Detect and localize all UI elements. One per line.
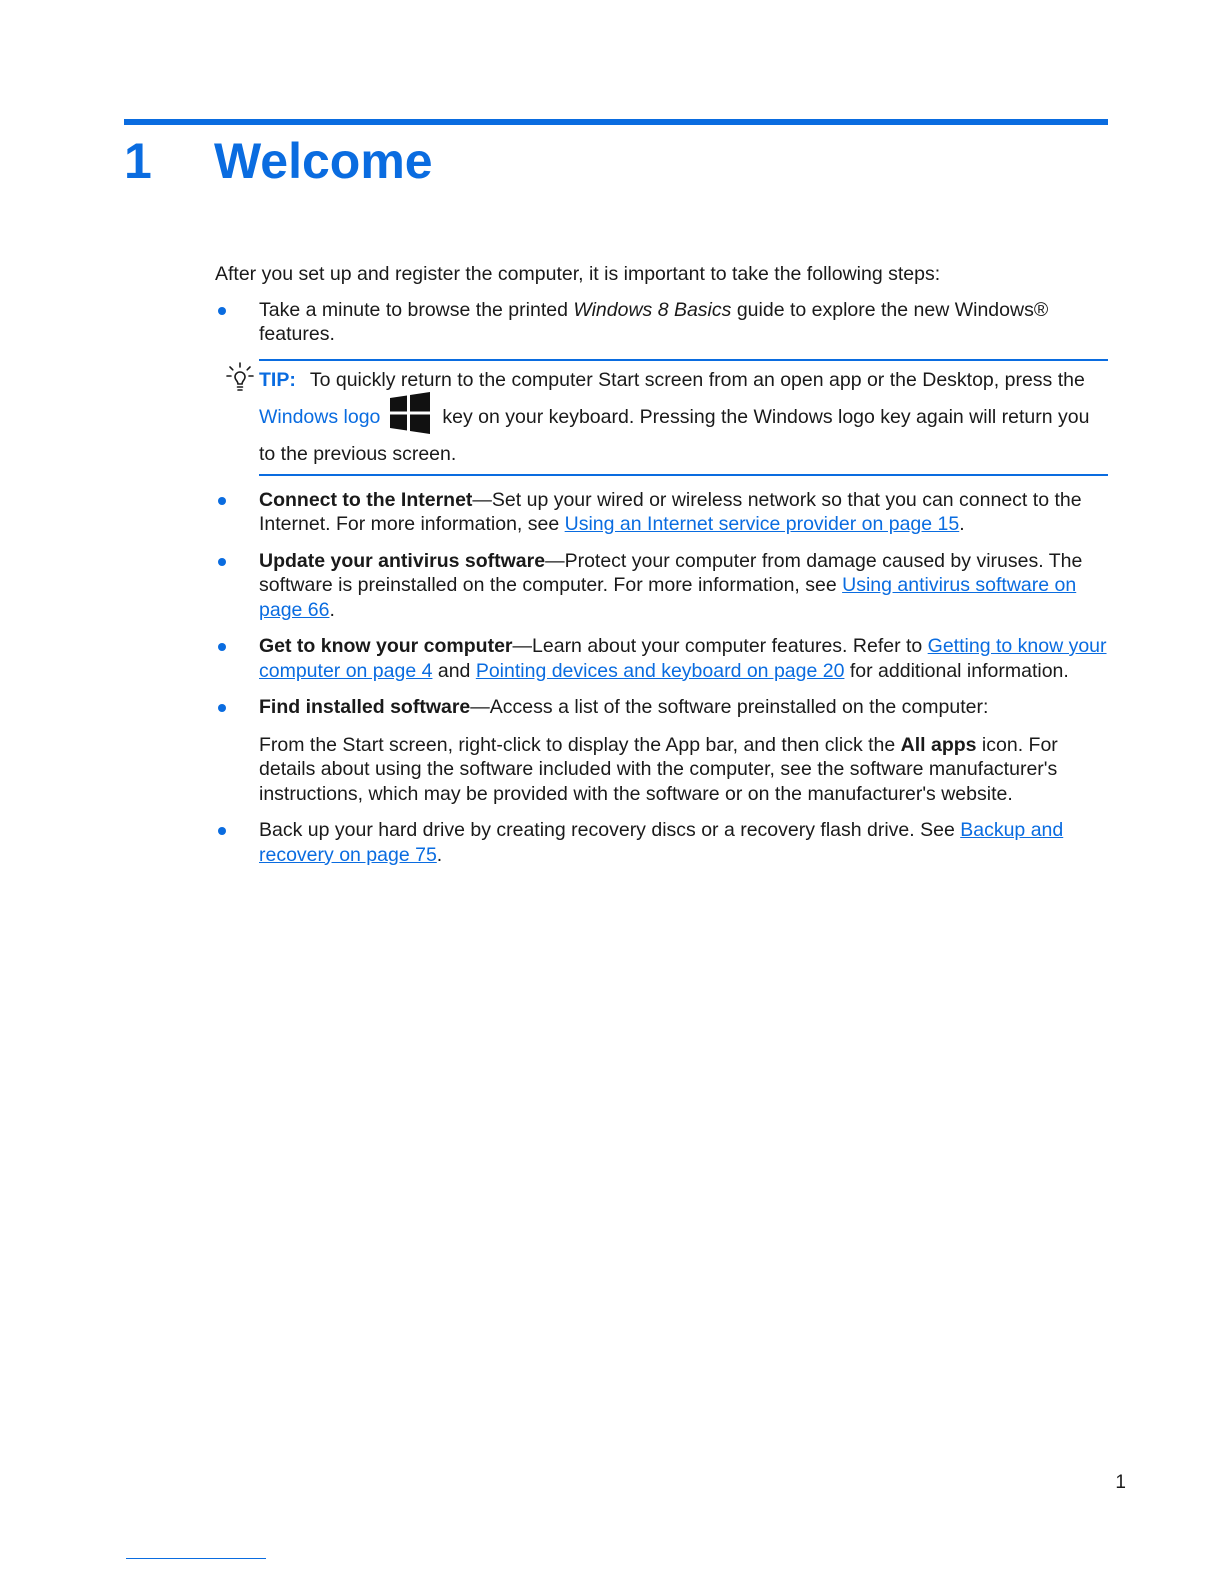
windows-logo-icon [388, 391, 432, 435]
bullet-dot [218, 704, 226, 712]
know-mid: and [432, 659, 476, 682]
connect-end: . [959, 513, 965, 535]
chapter-title: Welcome [214, 133, 433, 189]
browse-text-post: guide to explore the new Windows® features. [259, 298, 1049, 345]
tip-box [259, 359, 1108, 476]
item-paragraph [259, 818, 1108, 867]
term-find-software: Find installed software [259, 696, 471, 718]
windows-logo-link[interactable]: Windows logo [259, 405, 381, 428]
item-text [259, 695, 1108, 806]
software-detail-pre: From the Start screen, right-click to display the App bar, and then click the [259, 733, 901, 756]
list-item-connect-internet [215, 488, 1108, 537]
list-item-backup [215, 818, 1108, 867]
know-text: Learn about your computer features. Refer to [532, 635, 928, 657]
software-detail-paragraph [259, 733, 1108, 807]
tip-label: TIP: [259, 368, 296, 391]
chapter-number: 1 [124, 133, 152, 189]
link-using-antivirus-software[interactable]: Using antivirus software on page 66 [259, 574, 1077, 621]
bullet-dot [218, 643, 226, 651]
list-item-know-computer [215, 634, 1108, 683]
item-paragraph [259, 695, 1108, 720]
item-paragraph [259, 488, 1108, 537]
antivirus-text: Protect your computer from damage caused by viruses. The software is preinstalled on the computer. For more information, see [259, 549, 1083, 596]
list-item-update-antivirus [215, 549, 1108, 623]
intro-paragraph: After you set up and register the computer, it is important to take the following steps: [215, 263, 941, 285]
em-dash: — [470, 696, 490, 718]
connect-text: Set up your wired or wireless network so that you can connect to the Internet. For more information, see [259, 488, 1082, 535]
list-item-browse-guide [215, 298, 1108, 347]
bullet-dot [218, 307, 226, 315]
term-update-antivirus: Update your antivirus software [259, 549, 546, 572]
bullet-dot [218, 827, 226, 835]
bullet-dot [218, 497, 226, 505]
all-apps-label: All apps [900, 733, 977, 756]
guide-title: Windows 8 Basics [573, 298, 732, 321]
antivirus-end: . [329, 598, 335, 621]
browse-text-pre: Take a minute to browse the printed [259, 298, 574, 321]
chapter-body [215, 262, 1108, 879]
link-backup-recovery[interactable]: Backup and recovery on page 75 [259, 819, 1064, 866]
chapter-rule [124, 119, 1108, 125]
link-internet-service-provider[interactable]: Using an Internet service provider on page 15 [564, 513, 960, 535]
backup-text: Back up your hard drive by creating recovery discs or a recovery flash drive. See [259, 819, 961, 841]
lightbulb-icon [226, 362, 254, 394]
item-text [259, 818, 1108, 867]
link-pointing-devices-keyboard[interactable]: Pointing devices and keyboard on page 20 [475, 659, 845, 682]
tip-text-1: To quickly return to the computer Start screen from an open app or the Desktop, press the [309, 368, 1085, 391]
page-number: 1 [1115, 1472, 1126, 1493]
software-text: Access a list of the software preinstalled on the computer: [489, 696, 989, 718]
list-item-find-software [215, 695, 1108, 806]
item-paragraph [259, 634, 1108, 683]
link-getting-to-know-computer[interactable]: Getting to know your computer on page 4 [259, 635, 1107, 682]
software-detail-post: icon. For details about using the software included with the computer, see the software manufacturer's instructions, which may be provided with the software or on the manufacturer's website. [259, 733, 1058, 805]
em-dash: — [472, 488, 492, 511]
steps-list [215, 298, 1108, 347]
backup-end: . [436, 843, 443, 866]
em-dash: — [545, 549, 565, 572]
item-text [259, 634, 1108, 683]
item-text [259, 488, 1108, 537]
footnote-rule [126, 1558, 266, 1559]
item-text [259, 549, 1108, 623]
item-paragraph [259, 549, 1108, 623]
know-end: for additional information. [844, 659, 1069, 682]
tip-text-2: key on your keyboard. Pressing the Windows logo key again will return you to the previous screen. [259, 405, 1090, 465]
bullet-dot [218, 558, 226, 566]
item-paragraph [259, 298, 1108, 347]
term-know-computer: Get to know your computer [259, 635, 513, 657]
steps-list-continued [215, 488, 1108, 868]
item-text [259, 298, 1108, 347]
term-connect-internet: Connect to the Internet [259, 488, 473, 511]
em-dash: — [512, 635, 533, 657]
